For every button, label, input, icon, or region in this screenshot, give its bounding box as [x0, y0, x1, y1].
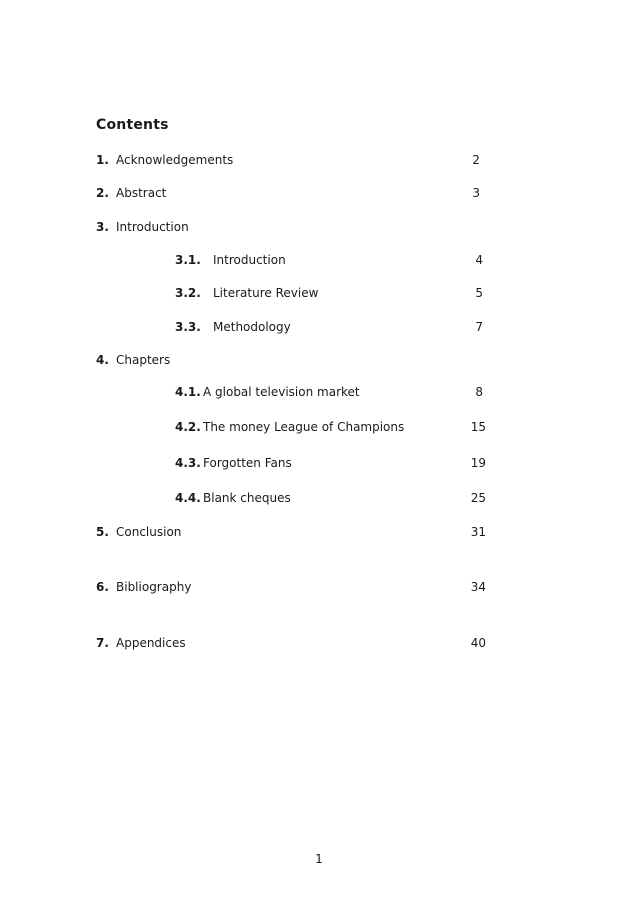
toc-entry-conclusion	[0, 523, 638, 541]
toc-entry-page: 5	[475, 286, 483, 300]
toc-subentry-money-league	[0, 418, 638, 436]
toc-subentry-blank-cheques	[0, 489, 638, 507]
toc-entry-page: 8	[475, 385, 483, 399]
toc-entry-number: 4.4.	[175, 491, 201, 505]
toc-entry-number: 4.3.	[175, 456, 201, 470]
toc-entry-acknowledgements	[0, 151, 638, 169]
toc-subentry-forgotten-fans	[0, 454, 638, 472]
toc-entry-abstract	[0, 184, 638, 202]
toc-entry-number: 4.1.	[175, 385, 201, 399]
toc-entry-chapters	[0, 351, 638, 369]
toc-entry-label: The money League of Champions	[203, 420, 405, 434]
toc-subentry-introduction	[0, 251, 638, 269]
toc-subentry-methodology	[0, 318, 638, 336]
toc-entry-page: 25	[470, 491, 486, 505]
toc-entry-label: Abstract	[116, 186, 167, 200]
toc-entry-number: 4.	[96, 353, 109, 367]
toc-entry-label: Introduction	[116, 220, 189, 234]
toc-entry-number: 7.	[96, 636, 109, 650]
toc-entry-label: Conclusion	[116, 525, 182, 539]
toc-entry-number: 4.2.	[175, 420, 201, 434]
toc-entry-page: 40	[470, 636, 486, 650]
toc-entry-label: Bibliography	[116, 580, 192, 594]
toc-entry-number: 1.	[96, 153, 109, 167]
toc-entry-label: Methodology	[213, 320, 291, 334]
toc-entry-label: Appendices	[116, 636, 186, 650]
toc-entry-page: 15	[470, 420, 486, 434]
toc-entry-number: 3.3.	[175, 320, 201, 334]
toc-entry-number: 5.	[96, 525, 109, 539]
toc-entry-label: Literature Review	[213, 286, 319, 300]
toc-entry-page: 4	[475, 253, 483, 267]
toc-entry-introduction-section	[0, 218, 638, 236]
page-number: 1	[315, 852, 323, 866]
toc-entry-label: Introduction	[213, 253, 286, 267]
toc-subentry-literature-review	[0, 284, 638, 302]
toc-entry-page: 31	[470, 525, 486, 539]
toc-entry-number: 3.	[96, 220, 109, 234]
toc-entry-label: Forgotten Fans	[203, 456, 292, 470]
toc-entry-page: 19	[470, 456, 486, 470]
toc-entry-page: 2	[472, 153, 480, 167]
toc-entry-number: 2.	[96, 186, 109, 200]
toc-entry-label: Chapters	[116, 353, 171, 367]
toc-entry-label: Acknowledgements	[116, 153, 234, 167]
toc-entry-page: 7	[475, 320, 483, 334]
toc-entry-label: A global television market	[203, 385, 360, 399]
toc-entry-page: 3	[472, 186, 480, 200]
toc-entry-page: 34	[470, 580, 486, 594]
contents-heading: Contents	[96, 117, 169, 133]
toc-entry-label: Blank cheques	[203, 491, 291, 505]
toc-subentry-global-television-market	[0, 383, 638, 401]
toc-entry-number: 3.2.	[175, 286, 201, 300]
toc-entry-appendices	[0, 634, 638, 652]
toc-entry-bibliography	[0, 578, 638, 596]
toc-entry-number: 3.1.	[175, 253, 201, 267]
toc-entry-number: 6.	[96, 580, 109, 594]
